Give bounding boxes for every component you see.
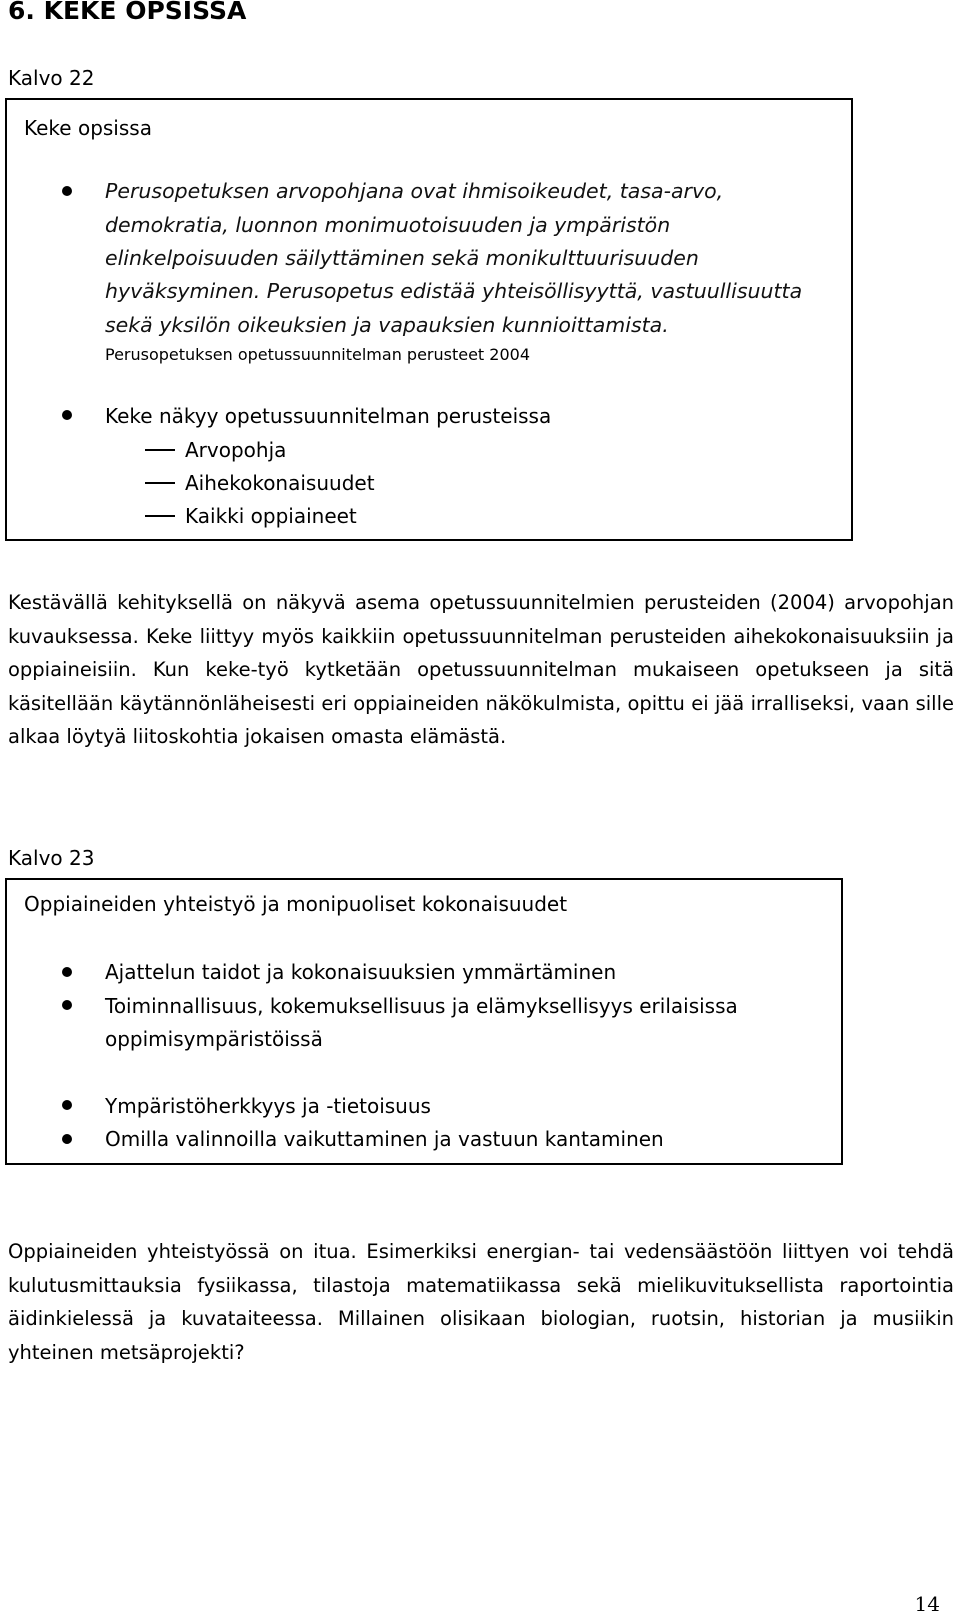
bullet-text: Ympäristöherkkyys ja -tietoisuus [105, 1094, 431, 1118]
bullet-dot [62, 1000, 72, 1010]
sub-item: Kaikki oppiaineet [185, 504, 357, 528]
dash-marker [145, 515, 175, 517]
bullet-line: demokratia, luonnon monimuotoisuuden ja ympäristön [105, 213, 671, 237]
slide-22-label: Kalvo 22 [8, 66, 95, 90]
bullet-line: Perusopetuksen arvopohjana ovat ihmisoikeudet, tasa-arvo, [105, 179, 724, 203]
source-citation: Perusopetuksen opetussuunnitelman perusteet 2004 [105, 345, 531, 364]
bullet-line: sekä yksilön oikeuksien ja vapauksien kunnioittamista. [105, 313, 669, 337]
paragraph-1 [8, 586, 954, 754]
slide-23-title: Oppiaineiden yhteistyö ja monipuoliset kokonaisuudet [24, 892, 568, 916]
sub-item: Arvopohja [185, 438, 287, 462]
bullet-text-continued: oppimisympäristöissä [105, 1027, 323, 1051]
page-number: 14 [914, 1592, 940, 1616]
bullet-text: Keke näkyy opetussuunnitelman perusteissa [105, 404, 552, 428]
bullet-dot [62, 186, 72, 196]
bullet-line: elinkelpoisuuden säilyttäminen sekä monikulttuurisuuden [105, 246, 699, 270]
bullet-dot [62, 410, 72, 420]
paragraph-2 [8, 1235, 954, 1369]
paragraph-2-text: Oppiaineiden yhteistyössä on itua. Esimerkiksi energian- tai vedensäästöön liittyen voi tehdä kulutusmittauksia fysiikassa, tilastoja matematiikassa sekä mielikuvituksellista raportointia äidinkielessä ja kuvataiteessa. Millainen olisikaan biologian, ruotsin, historian ja musiikin yhteinen metsäprojekti? [8, 1240, 954, 1364]
slide-22-title: Keke opsissa [24, 116, 152, 140]
section-title: 6. KEKE OPSISSA [8, 0, 247, 25]
dash-marker [145, 482, 175, 484]
bullet-text: Toiminnallisuus, kokemuksellisuus ja elämyksellisyys erilaisissa [105, 994, 738, 1018]
slide-23-label: Kalvo 23 [8, 846, 95, 870]
bullet-text: Ajattelun taidot ja kokonaisuuksien ymmärtäminen [105, 960, 617, 984]
dash-marker [145, 449, 175, 451]
sub-item: Aihekokonaisuudet [185, 471, 375, 495]
bullet-text: Omilla valinnoilla vaikuttaminen ja vastuun kantaminen [105, 1127, 664, 1151]
bullet-dot [62, 1100, 72, 1110]
paragraph-1-text: Kestävällä kehityksellä on näkyvä asema opetussuunnitelmien perusteiden (2004) arvopohjan kuvauksessa. Keke liittyy myös kaikkiin opetussuunnitelman perusteiden aihekokonaisuuksiin ja oppiaineisiin. Kun keke-työ kytketään opetussuunnitelman mukaiseen opetukseen ja sitä käsitellään käytännönläheisesti eri oppiaineiden näkökulmista, opittu ei jää irralliseksi, vaan sille alkaa löytyä liitoskohtia jokaisen omasta elämästä. [8, 591, 954, 748]
bullet-line: hyväksyminen. Perusopetus edistää yhteisöllisyyttä, vastuullisuutta [105, 279, 803, 303]
bullet-dot [62, 967, 72, 977]
bullet-dot [62, 1134, 72, 1144]
